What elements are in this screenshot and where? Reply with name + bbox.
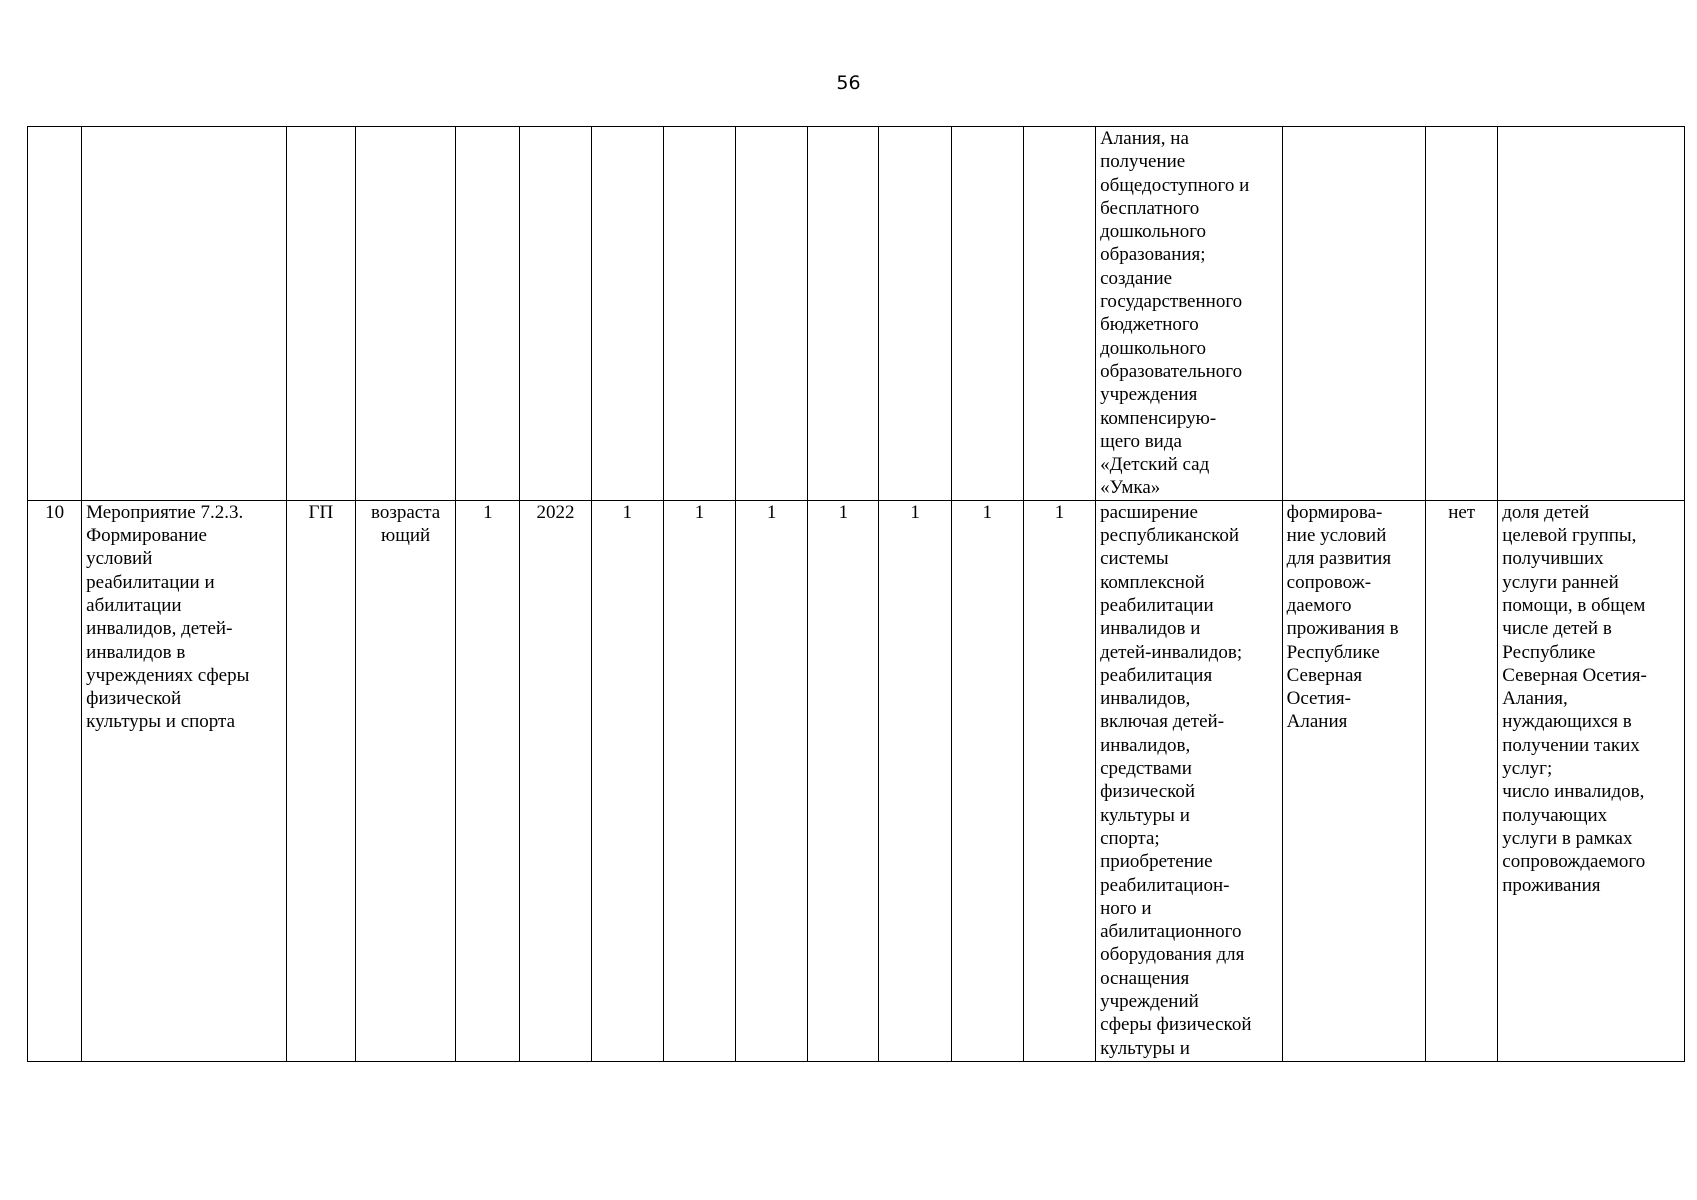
page-number: 56 (836, 72, 861, 94)
cell-value (663, 127, 735, 501)
cell-character (355, 127, 455, 501)
cell-value (879, 127, 951, 501)
cell-value: 1 (1023, 500, 1095, 1061)
cell-value: 1 (879, 500, 951, 1061)
cell-value (591, 127, 663, 501)
cell-year (520, 127, 591, 501)
cell-value (736, 127, 808, 501)
cell-number (28, 127, 82, 501)
cell-value (951, 127, 1023, 501)
cell-measure-name: Мероприятие 7.2.3. Формирование условий реабилитации и абилитации инвалидов, детей- инвалидов в учреждениях сферы физической культуры и спорта (82, 500, 287, 1061)
cell-value: 1 (663, 500, 735, 1061)
table-row (28, 127, 1685, 501)
cell-unit: 1 (456, 500, 520, 1061)
cell-result: Алания, на получение общедоступного и бесплатного дошкольного образования; создание государственного бюджетного дошкольного образовательного учреждения компенсирую- щего вида «Детский сад «Умка» (1096, 127, 1283, 501)
cell-unit (456, 127, 520, 501)
cell-value (808, 127, 879, 501)
cell-measure-name (82, 127, 287, 501)
cell-goal: формирова- ние условий для развития сопровож- даемого проживания в Республике Северная Осетия- Алания (1282, 500, 1425, 1061)
cell-type (286, 127, 355, 501)
cell-year: 2022 (520, 500, 591, 1061)
cell-value: 1 (591, 500, 663, 1061)
cell-indicator: доля детей целевой группы, получивших услуги ранней помощи, в общем числе детей в Республике Северная Осетия- Алания, нуждающихся в получении таких услуг; число инвалидов, получающих услуги в рамках сопровождаемого проживания (1498, 500, 1685, 1061)
cell-result: расширение республиканской системы комплексной реабилитации инвалидов и детей-инвалидов; реабилитация инвалидов, включая детей- инвалидов, средствами физической культуры и спорта; приобретение реабилитацион- ного и абилитационного оборудования для оснащения учреждений сферы физической культуры и (1096, 500, 1283, 1061)
cell-value: 1 (951, 500, 1023, 1061)
cell-number: 10 (28, 500, 82, 1061)
cell-flag (1426, 127, 1498, 501)
table-row (28, 500, 1685, 1061)
cell-character: возраста ющий (355, 500, 455, 1061)
cell-flag: нет (1426, 500, 1498, 1061)
cell-value: 1 (808, 500, 879, 1061)
cell-goal (1282, 127, 1425, 501)
cell-value (1023, 127, 1095, 501)
document-table (27, 126, 1685, 1062)
cell-type: ГП (286, 500, 355, 1061)
cell-indicator (1498, 127, 1685, 501)
cell-value: 1 (736, 500, 808, 1061)
